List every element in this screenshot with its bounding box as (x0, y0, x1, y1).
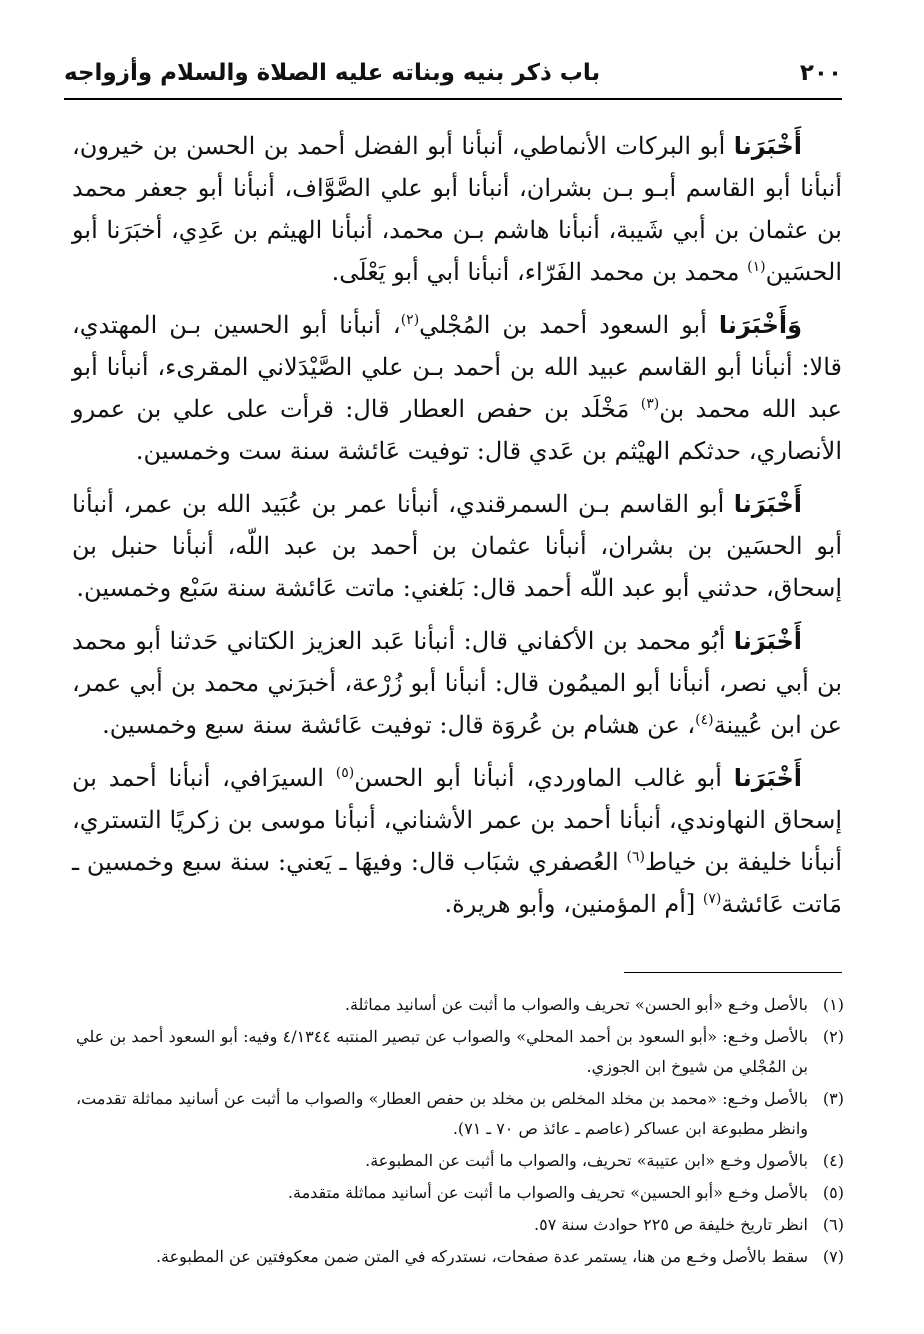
footnote-ref: (٧) (702, 891, 722, 907)
footnote-ref: (٥) (335, 765, 355, 781)
paragraph (72, 483, 842, 609)
footnote-text: بالأصل وخـع: «محمد بن مخلد المخلص بن مخلد بن حفص العطار» والصواب ما أثبت عن أسانيد مماثلة تقدمت، وانظر مطبوعة ابن عساكر (عاصم ـ عائذ ص ٧٠ ـ ٧١). (76, 1089, 809, 1138)
footnote (76, 1242, 844, 1272)
paragraph-keyword: أَخْبَرَنا (733, 490, 802, 518)
footnote-text: بالأصل وخـع «أبو الحسن» تحريف والصواب ما أثبت عن أسانيد مماثلة. (344, 995, 808, 1014)
paragraph (72, 620, 842, 746)
paragraph-text: ، أنبأنا أبو الحسين بـن المهتدي، قالا: أنبأنا أبو القاسم عبيد الله بن أحمد بـن علي الصَّيْدَلاني المقرىء، أنبأنا أبو عبد الله محمد بن (72, 311, 842, 423)
paragraph (72, 304, 842, 472)
footnote (76, 1178, 844, 1208)
footnote-number: (٧) (822, 1247, 844, 1266)
footnote-number: (١) (822, 995, 844, 1014)
footnote-text: بالأصول وخـع «ابن عتيبة» تحريف، والصواب ما أثبت عن المطبوعة. (365, 1151, 808, 1170)
footnote-ref: (١) (747, 259, 766, 275)
footnote (76, 1146, 844, 1176)
footnote (76, 1022, 844, 1082)
paragraph-keyword: وَأَخْبَرَنا (718, 311, 803, 339)
footnote (76, 1084, 844, 1144)
paragraph-text: ، عن هشام بن عُروَة قال: توفيت عَائشة سنة سبع وخمسين. (102, 711, 696, 739)
page-header (64, 58, 842, 98)
footnote-rule (624, 972, 842, 973)
footnote-number: (٣) (822, 1089, 844, 1108)
footnote-ref: (٦) (626, 849, 645, 865)
paragraph-text: السيرَافي، أنبأنا أحمد بن إسحاق النهاوندي، أنبأنا أحمد بن عمر الأشناني، أنبأنا موسى بن زكريًا التستري، أنبأنا خليفة بن خياط (72, 764, 842, 876)
main-text (72, 125, 842, 936)
paragraph-text: محمد بن محمد الفَرّاء، أنبأنا أبي أبو يَعْلَى. (331, 258, 748, 286)
footnote (76, 1210, 844, 1240)
paragraph-text: أبُو محمد بن الأكفاني قال: أنبأنا عَبد العزيز الكتاني حَدثنا أبو محمد بن أبي نصر، أنبأنا أبو الميمُون قال: أنبأنا أبو زُرْعة، أخبرَني محمد بن أبي عمر، عن ابن عُيينة (72, 627, 842, 739)
footnote-text: انظر تاريخ خليفة ص ٢٢٥ حوادث سنة ٥٧. (534, 1215, 808, 1234)
paragraph (72, 757, 842, 925)
paragraph-keyword: أَخْبَرَنا (733, 132, 802, 160)
header-rule (64, 98, 842, 100)
footnote (76, 990, 844, 1020)
paragraph-text: أبو القاسم بـن السمرقندي، أنبأنا عمر بن عُبَيد الله بن عمر، أنبأنا أبو الحسَين بن بشران، أنبأنا عثمان بن أحمد بن عبد اللّه، أنبأنا حنبل بن إسحاق، حدثني أبو عبد اللّه أحمد قال: بَلغني: ماتت عَائشة سنة سَبْع وخمسين. (72, 490, 842, 602)
footnote-ref: (٣) (640, 396, 660, 412)
paragraph-text: أبو البركات الأنماطي، أنبأنا أبو الفضل أحمد بن الحسن بن خيرون، أنبأنا أبو القاسم أبـو بـن بشران، أنبأنا أبو علي الصَّوَّاف، أنبأنا أبو جعفر محمد بن عثمان بن أبي شَيبة، أنبأنا هاشم بـن محمد، أنبأنا الهيثم بن عَدِي، أخبَرَنا أبو الحسَين (72, 132, 842, 286)
footnote-ref: (٤) (695, 712, 714, 728)
paragraph-text: أبو السعود أحمد بن المُجْلي (419, 311, 719, 339)
paragraph-text: [أم المؤمنين، وأبو هريرة. (444, 890, 703, 918)
footnote-number: (٥) (822, 1183, 844, 1202)
paragraph-text: مَخْلَد بن حفص العطار قال: قرأت على علي بن عمرو الأنصاري، حدثكم الهيْثم بن عَدي قال: توفيت عَائشة سنة ست وخمسين. (72, 395, 842, 465)
footnotes (76, 990, 844, 1274)
footnote-number: (٢) (822, 1027, 844, 1046)
running-title: باب ذكر بنيه وبناته عليه الصلاة والسلام وأزواجه (64, 60, 601, 86)
page-number: ٢٠٠ (799, 60, 842, 86)
paragraph-keyword: أَخْبَرَنا (733, 627, 802, 655)
footnote-number: (٦) (822, 1215, 844, 1234)
paragraph (72, 125, 842, 293)
footnote-number: (٤) (822, 1151, 844, 1170)
footnote-text: سقط بالأصل وخـع من هنا، يستمر عدة صفحات، نستدركه في المتن ضمن معكوفتين عن المطبوعة. (155, 1247, 808, 1266)
paragraph-text: أبو غالب الماوردي، أنبأنا أبو الحسن (354, 764, 734, 792)
footnote-text: بالأصل وخـع «أبو الحسين» تحريف والصواب ما أثبت عن أسانيد مماثلة متقدمة. (287, 1183, 808, 1202)
paragraph-keyword: أَخْبَرَنا (733, 764, 802, 792)
footnote-ref: (٢) (400, 312, 420, 328)
footnote-text: بالأصل وخـع: «أبو السعود بن أحمد المحلي» والصواب عن تبصير المنتبه ٤/١٣٤٤ وفيه: أبو السعود أحمد بن علي بن المُجْلي من شيوخ ابن الجوزي. (76, 1027, 808, 1076)
paragraph-text: العُصفري شبَاب قال: وفيهَا ـ يَعني: سنة سبع وخمسين ـ مَاتت عَائشة (72, 848, 842, 918)
